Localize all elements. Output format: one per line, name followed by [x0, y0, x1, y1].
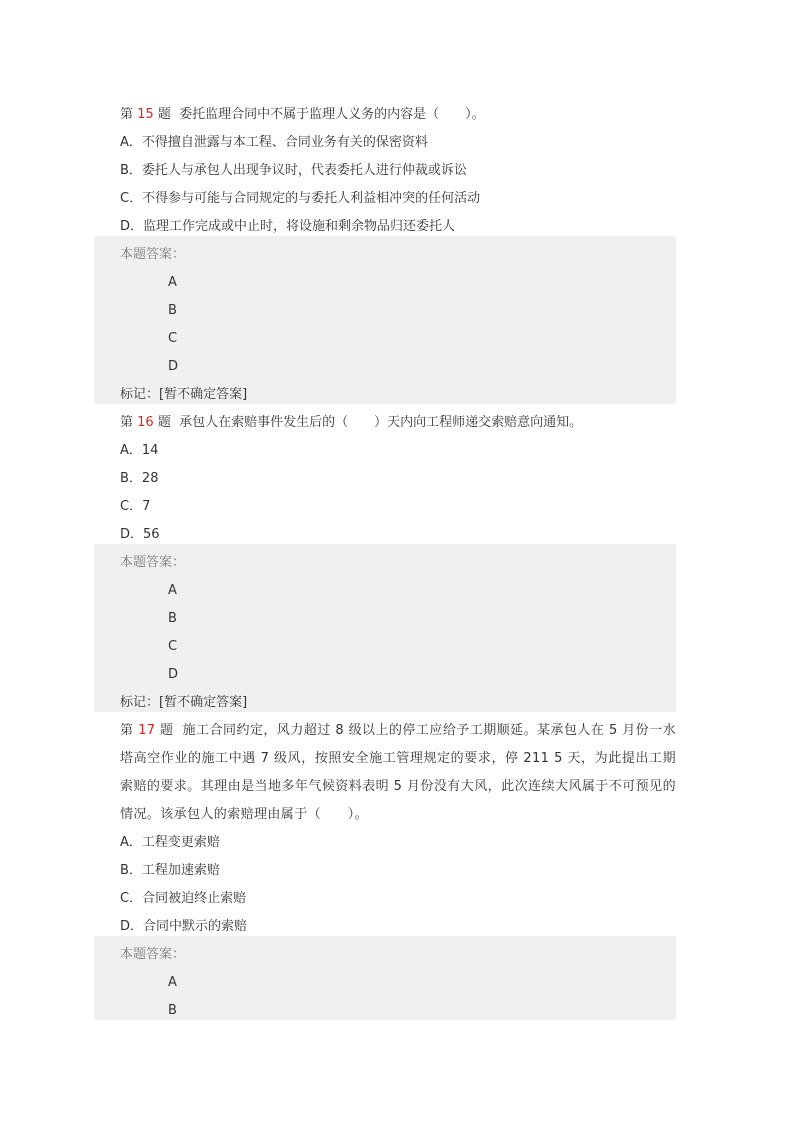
question-17-option-b: B．工程加速索赔 — [120, 863, 220, 878]
question-16-option-d: D．56 — [120, 527, 160, 542]
mark-label[interactable]: 标记：[暂不确定答案] — [120, 695, 248, 710]
question-15-answer-panel — [94, 236, 676, 404]
question-15-option-b: B．委托人与承包人出现争议时，代表委托人进行仲裁或诉讼 — [120, 163, 467, 178]
question-15-title — [120, 101, 485, 129]
question-suffix: 题 — [155, 723, 174, 738]
answer-label: 本题答案： — [120, 247, 186, 262]
question-number: 15 — [137, 107, 154, 122]
answer-option-a[interactable]: A — [168, 583, 177, 598]
question-15-option-d: D．监理工作完成或中止时，将设施和剩余物品归还委托人 — [120, 219, 456, 234]
question-17-answer-panel — [94, 936, 676, 1020]
answer-option-c[interactable]: C — [168, 331, 178, 346]
answer-option-a[interactable]: A — [168, 275, 177, 290]
question-16-option-b: B．28 — [120, 471, 159, 486]
question-17-option-d: D．合同中默示的索赔 — [120, 919, 248, 934]
question-16-answer-panel — [94, 544, 676, 712]
answer-option-a[interactable]: A — [168, 975, 177, 990]
question-text: 承包人在索赔事件发生后的（ ）天内向工程师递交索赔意向通知。 — [179, 415, 583, 430]
answer-option-b[interactable]: B — [168, 303, 177, 318]
question-prefix: 第 — [120, 107, 138, 122]
question-suffix: 题 — [153, 415, 171, 430]
question-text: 委托监理合同中不属于监理人义务的内容是（ ）。 — [179, 107, 485, 122]
mark-label[interactable]: 标记：[暂不确定答案] — [120, 387, 248, 402]
question-number: 17 — [138, 723, 156, 738]
answer-option-b[interactable]: B — [168, 1003, 177, 1018]
question-17-option-a: A．工程变更索赔 — [120, 835, 220, 850]
question-17-title — [120, 717, 676, 829]
question-15-option-a: A．不得擅自泄露与本工程、合同业务有关的保密资料 — [120, 135, 428, 150]
question-prefix: 第 — [120, 415, 138, 430]
answer-option-c[interactable]: C — [168, 639, 178, 654]
question-suffix: 题 — [153, 107, 171, 122]
question-text: 施工合同约定，风力超过 8 级以上的停工应给予工期顺延。某承包人在 5 月份一水塔高空作业的施工中遇 7 级风，按照安全施工管理规定的要求，停 211 5 天，为此提出工期索赔的要求。其理由是当地多年气候资料表明 5 月份没有大风，此次连续大风属于不可预见的情况。该承包人的索赔理由属于（ ）。 — [120, 723, 676, 822]
question-16-title — [120, 409, 582, 437]
question-16-option-c: C．7 — [120, 499, 151, 514]
answer-label: 本题答案： — [120, 555, 186, 570]
question-17-option-c: C．合同被迫终止索赔 — [120, 891, 247, 906]
question-number: 16 — [137, 415, 154, 430]
question-15-option-c: C．不得参与可能与合同规定的与委托人利益相冲突的任何活动 — [120, 191, 481, 206]
answer-option-b[interactable]: B — [168, 611, 177, 626]
question-prefix: 第 — [120, 723, 139, 738]
answer-label: 本题答案： — [120, 947, 186, 962]
answer-option-d[interactable]: D — [168, 667, 179, 682]
question-16-option-a: A．14 — [120, 443, 159, 458]
answer-option-d[interactable]: D — [168, 359, 179, 374]
